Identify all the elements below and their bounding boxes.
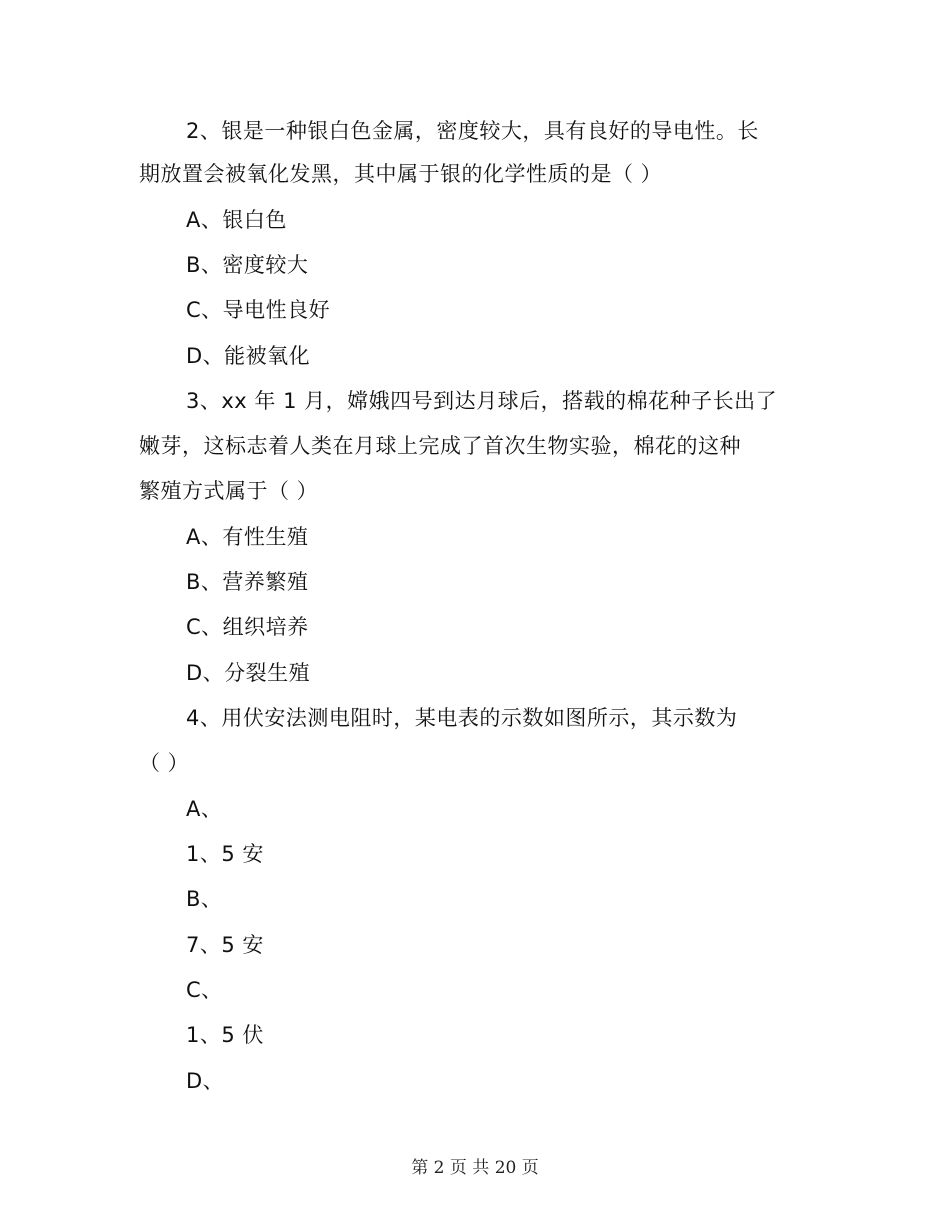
- question-3-option-b: B、营养繁殖: [186, 570, 309, 594]
- question-2-option-a: A、银白色: [186, 208, 287, 232]
- question-3-option-c: C、组织培养: [186, 615, 309, 639]
- question-3-stem-line-3: 繁殖方式属于（ ）: [139, 479, 319, 503]
- question-2-option-c: C、导电性良好: [186, 298, 331, 322]
- page-number-footer: 第 2 页 共 20 页: [411, 1158, 539, 1178]
- question-2-option-d: D、能被氧化: [186, 344, 311, 368]
- question-2-stem-line-1: 2、银是一种银白色金属，密度较大，具有良好的导电性。长: [186, 119, 759, 143]
- question-4-option-c-value: 1、5 伏: [186, 1023, 264, 1047]
- question-4-option-c-label: C、: [186, 978, 223, 1002]
- question-4-option-d-label: D、: [186, 1069, 225, 1093]
- question-4-stem-line-2: （ ）: [139, 751, 190, 775]
- question-4-stem-line-1: 4、用伏安法测电阻时，某电表的示数如图所示，其示数为: [186, 706, 738, 730]
- question-3-option-a: A、有性生殖: [186, 525, 309, 549]
- question-3-option-d: D、分裂生殖: [186, 661, 311, 685]
- question-4-option-b-value: 7、5 安: [186, 933, 264, 957]
- question-3-stem-line-1: 3、xx 年 1 月，嫦娥四号到达月球后，搭载的棉花种子长出了: [186, 389, 778, 413]
- question-4-option-b-label: B、: [186, 887, 223, 911]
- question-4-option-a-value: 1、5 安: [186, 842, 264, 866]
- question-3-stem-line-2: 嫩芽，这标志着人类在月球上完成了首次生物实验，棉花的这种: [139, 434, 741, 458]
- question-2-stem-line-2: 期放置会被氧化发黑，其中属于银的化学性质的是（ ）: [139, 162, 663, 186]
- question-4-option-a-label: A、: [186, 797, 223, 821]
- question-2-option-b: B、密度较大: [186, 253, 309, 277]
